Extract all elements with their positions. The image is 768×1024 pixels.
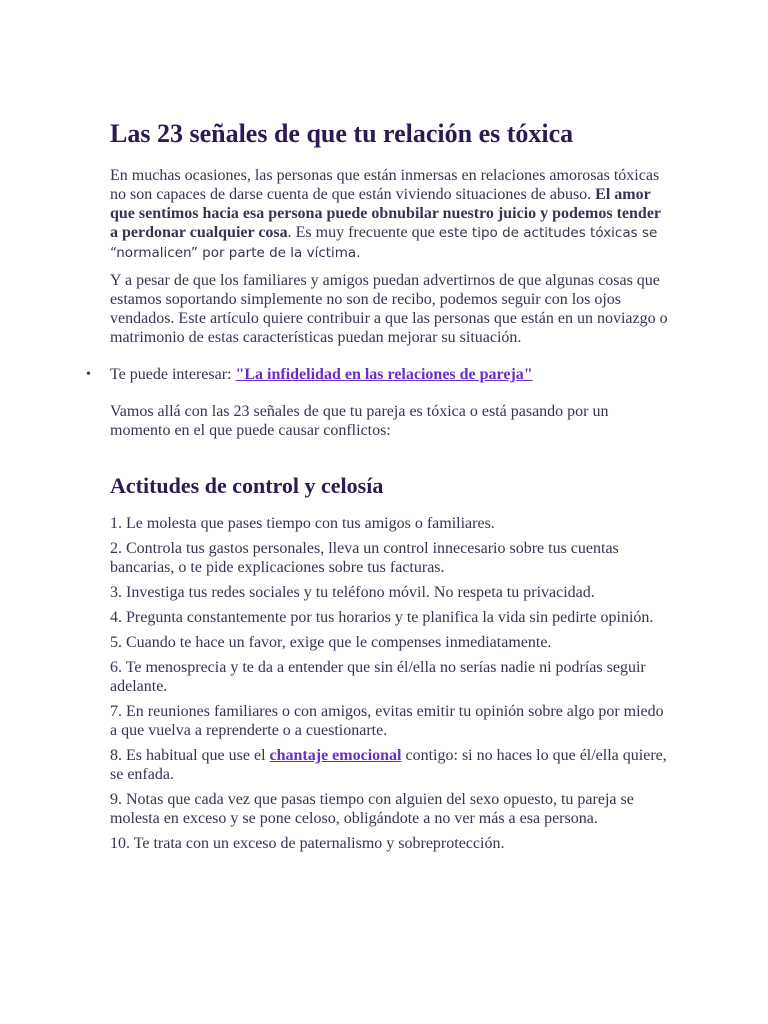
intro-text-2: . Es muy frecuente que <box>287 224 439 241</box>
intro-sans-text: este tipo de actitudes tóxicas se “normalicen” por parte de la víctima. <box>110 225 658 261</box>
article-body <box>86 118 670 859</box>
intro-paragraph-2: Y a pesar de que los familiares y amigos puedan advertirnos de que algunas cosas que estamos soportando simplemente no son de recibo, podemos seguir con los ojos vendados. Este artículo quiere contribuir a que las personas que están en un noviazgo o matrimonio de estas características puedan mejorar su situación. <box>110 272 668 346</box>
signs-list <box>110 514 670 853</box>
item8-before: 8. Es habitual que use el <box>110 747 270 764</box>
intro-bold-text: El amor que sentimos hacia esa persona puede obnubilar nuestro juicio y podemos tender a perdonar cualquier cosa <box>110 186 661 241</box>
list-item: 1. Le molesta que pases tiempo con tus amigos o familiares. <box>110 515 495 532</box>
bullet-icon: • <box>86 367 91 382</box>
section-heading: Actitudes de control y celosía <box>110 473 384 498</box>
list-item: 7. En reuniones familiares o con amigos, evitas emitir tu opinión sobre algo por miedo a que vuelva a reprenderte o a cuestionarte. <box>110 703 664 739</box>
list-item: 6. Te menosprecia y te da a entender que sin él/ella no serías nadie ni podrías seguir adelante. <box>110 659 646 695</box>
list-item: 3. Investiga tus redes sociales y tu teléfono móvil. No respeta tu privacidad. <box>110 584 595 601</box>
article-title: Las 23 señales de que tu relación es tóxica <box>110 119 574 148</box>
item8-after: contigo: si no haces lo que él/ella quiere, se enfada. <box>110 747 667 783</box>
list-item: 4. Pregunta constantemente por tus horarios y te planifica la vida sin pedirte opinión. <box>110 609 654 626</box>
emotional-blackmail-link[interactable]: chantaje emocional <box>269 747 402 764</box>
related-link-item <box>86 365 670 384</box>
list-item: 10. Te trata con un exceso de paternalismo y sobreprotección. <box>110 835 505 852</box>
lead-paragraph: Vamos allá con las 23 señales de que tu pareja es tóxica o está pasando por un momento en el que puede causar conflictos: <box>110 403 609 439</box>
intro-text-1: En muchas ocasiones, las personas que están inmersas en relaciones amorosas tóxicas no son capaces de darse cuenta de que están viviendo situaciones de abuso. <box>110 167 660 203</box>
intro-paragraph-1 <box>110 166 670 263</box>
related-prefix: Te puede interesar: <box>110 366 236 383</box>
related-article-link[interactable]: "La infidelidad en las relaciones de pareja" <box>235 366 533 383</box>
list-item: 5. Cuando te hace un favor, exige que le compenses inmediatamente. <box>110 634 552 651</box>
list-item: 9. Notas que cada vez que pasas tiempo con alguien del sexo opuesto, tu pareja se molesta en exceso y se pone celoso, obligándote a no ver más a esa persona. <box>110 791 634 827</box>
list-item <box>110 746 670 784</box>
list-item: 2. Controla tus gastos personales, lleva un control innecesario sobre tus cuentas bancarias, o te pide explicaciones sobre tus facturas. <box>110 540 619 576</box>
